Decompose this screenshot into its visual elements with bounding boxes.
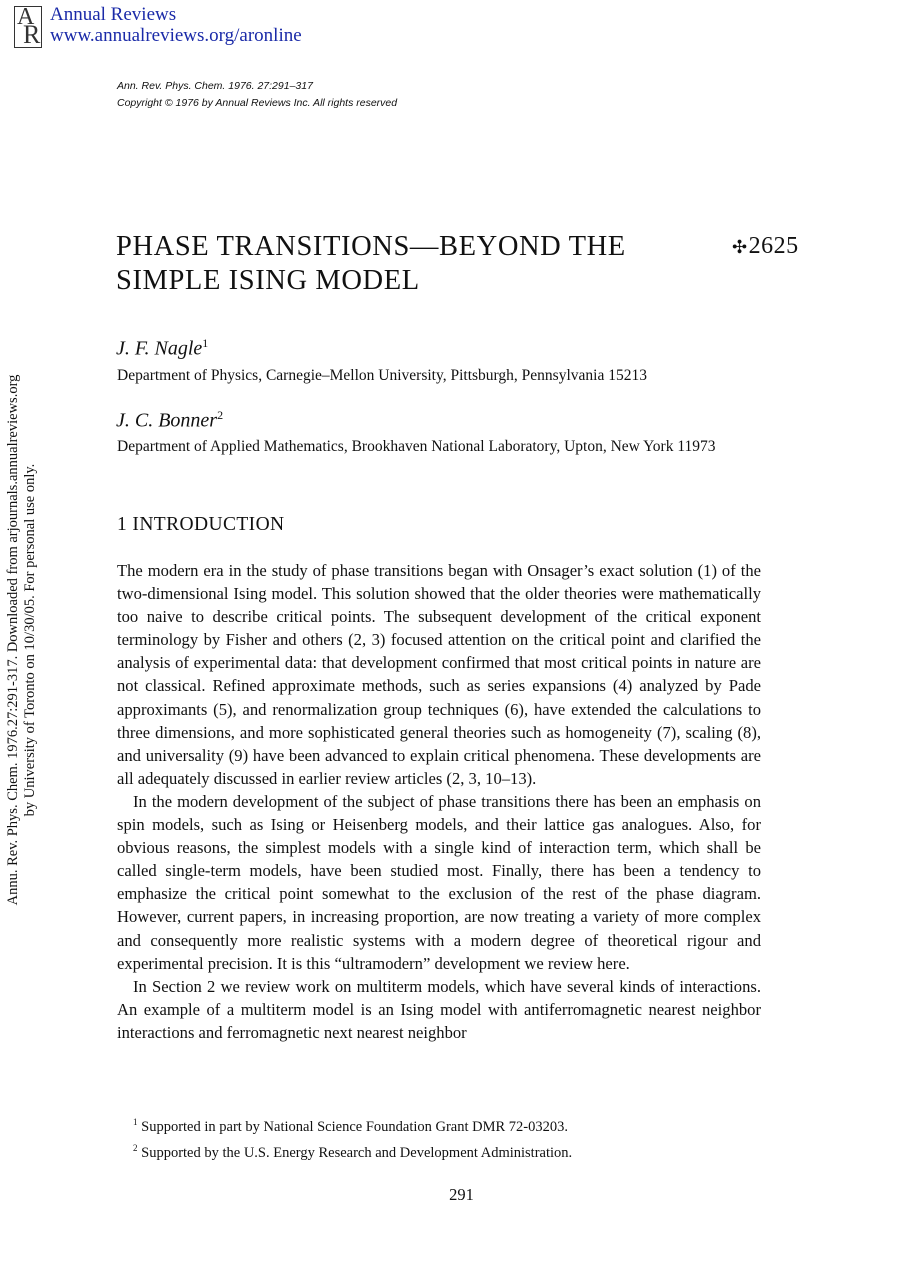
footnotes — [133, 1112, 773, 1164]
logo-letter-r: R — [23, 20, 41, 49]
paragraph-1: The modern era in the study of phase transitions began with Onsager’s exact solution (1) of the two-dimensional Ising model. This solution showed that the older theories were mathematically too naive to describe critical points. The subsequent development of the critical exponent terminology by Fisher and others (2, 3) focused attention on the critical point and clarified the analysis of experimental data: that development confirmed that most critical points in nature are not classical. Refined approximate methods, such as series expansions (4) analyzed by Pade approximants (5), and renormalization group techniques (6), have extended the calculations to three dimensions, and more sophisticated general theories such as homogeneity (7), scaling (8), and universality (9) have been advanced to explain critical phenomena. These developments are all adequately discussed in earlier review articles (2, 3, 10–13). — [117, 561, 761, 788]
publisher-brand — [50, 4, 302, 46]
body-text — [117, 559, 761, 1044]
download-side-note — [0, 330, 48, 950]
title-line-1: PHASE TRANSITIONS—BEYOND THE — [116, 231, 626, 262]
author-name — [116, 408, 223, 433]
footnote-2 — [133, 1138, 773, 1164]
author-2-footnote-mark: 2 — [217, 408, 224, 422]
citation-line: Ann. Rev. Phys. Chem. 1976. 27:291–317 — [117, 80, 313, 92]
paragraph-2: In the modern development of the subject of phase transitions there has been an emphasis on spin models, such as Ising or Heisenberg models, and their lattice gas analogues. Also, for obvious reasons, the simplest models with a single kind of interaction term, which shall be called single-term models, have been studied most. Finally, there has been a tendency to emphasize the critical point somewhat to the exclusion of the rest of the phase diagram. However, current papers, in increasing proportion, are now treating a variety of more complex and consequently more realistic systems with a modern degree of theoretical rigour and experimental precision. It is this “ultramodern” development we review here. — [117, 791, 761, 973]
logo-letter-a: A — [17, 4, 35, 30]
publisher-url-link[interactable]: www.annualreviews.org/aronline — [50, 25, 302, 46]
side-note-line-1: Annu. Rev. Phys. Chem. 1976.27:291-317. Downloaded from arjournals.annualreviews.org — [5, 374, 21, 906]
title-line-2: SIMPLE ISING MODEL — [116, 265, 420, 296]
footnote-2-mark: 2 — [133, 1142, 138, 1153]
publisher-name[interactable]: Annual Reviews — [50, 4, 177, 25]
article-number-value: 2625 — [748, 233, 799, 259]
copyright-line: Copyright © 1976 by Annual Reviews Inc. All rights reserved — [117, 97, 398, 109]
article-title — [116, 230, 626, 298]
page-number: 291 — [449, 1185, 474, 1204]
paragraph-3: In Section 2 we review work on multiterm models, which have several kinds of interactions. An example of a multiterm model is an Ising model with antiferromagnetic nearest neighbor interactions and ferromagnetic next nearest neighbor — [117, 976, 761, 1042]
footnote-2-text: Supported by the U.S. Energy Research and Development Administration. — [141, 1144, 573, 1161]
section-heading: 1 INTRODUCTION — [117, 514, 285, 535]
footnote-1-mark: 1 — [133, 1117, 138, 1127]
author-2-affiliation: Department of Applied Mathematics, Brookhaven National Laboratory, Upton, New York 11973 — [117, 438, 716, 455]
author-1-footnote-mark: 1 — [202, 336, 209, 350]
footnote-1-text: Supported in part by National Science Foundation Grant DMR 72-03203. — [141, 1118, 569, 1135]
citation-header — [117, 78, 397, 112]
footnote-1 — [133, 1112, 773, 1138]
article-number-mark: ✣ — [732, 237, 748, 257]
author-2-name: J. C. Bonner — [116, 409, 218, 432]
author-1-name: J. F. Nagle — [116, 337, 203, 360]
publisher-logo — [14, 6, 44, 48]
side-note-line-2: by University of Toronto on 10/30/05. For personal use only. — [22, 463, 38, 817]
author-name — [116, 336, 208, 361]
author-1-affiliation: Department of Physics, Carnegie–Mellon University, Pittsburgh, Pennsylvania 15213 — [117, 367, 647, 384]
article-number — [732, 233, 799, 260]
